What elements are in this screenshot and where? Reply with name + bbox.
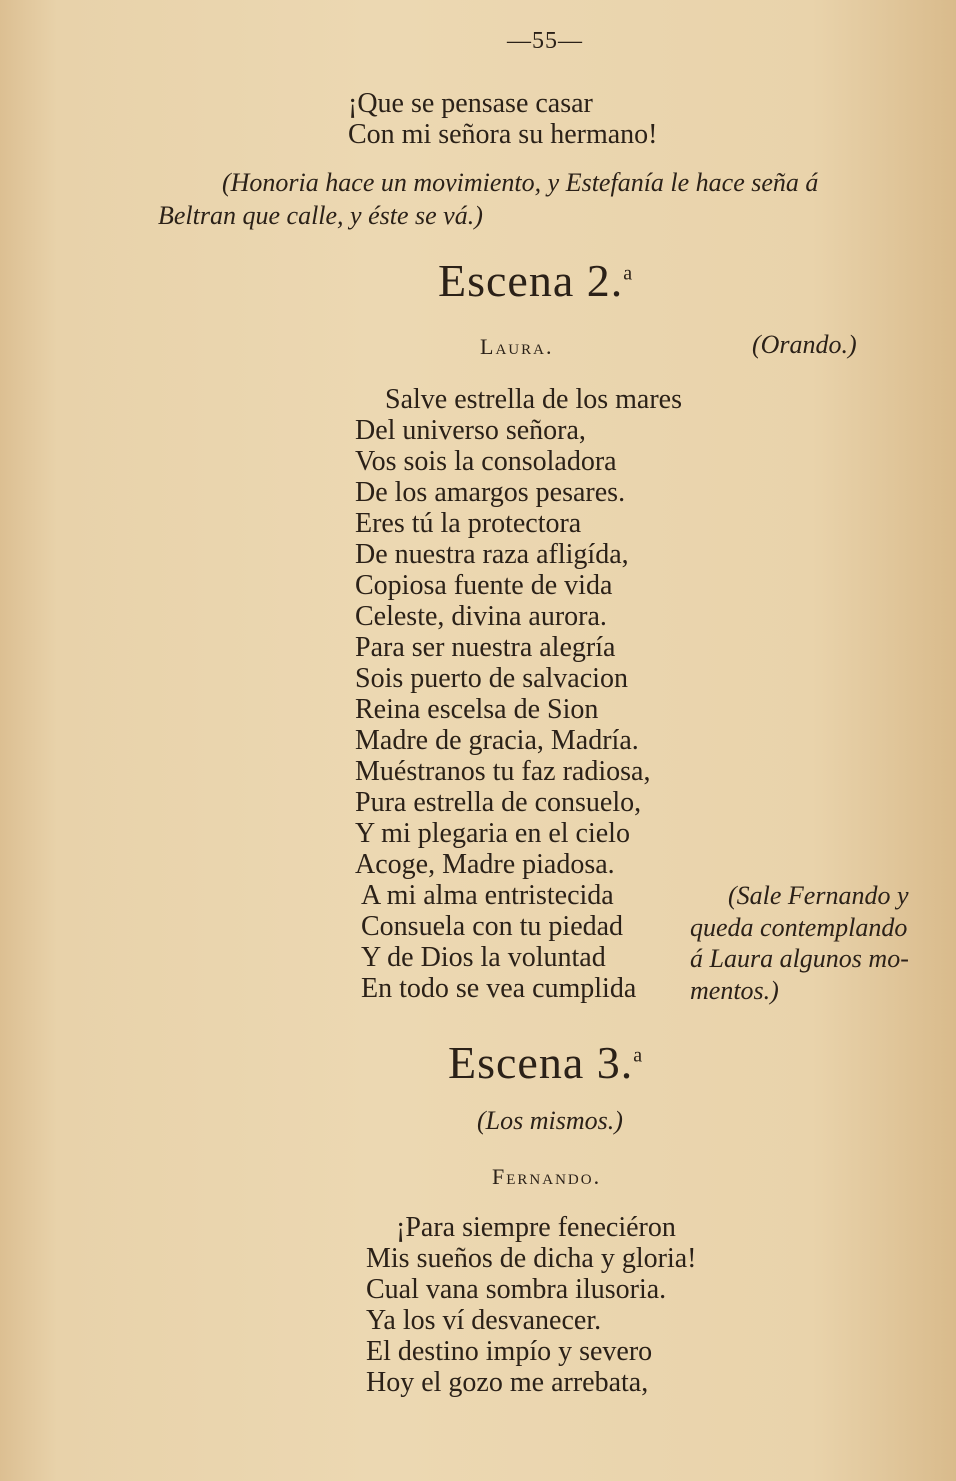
verse-line: Eres tú la protectora (355, 508, 582, 539)
verse-line: El destino impío y severo (366, 1336, 653, 1367)
verse-line: Muéstranos tu faz radiosa, (355, 756, 651, 787)
verse-line: Mis sueños de dicha y gloria! (366, 1243, 697, 1274)
verse-line: Para ser nuestra alegría (355, 632, 616, 663)
scene-3-verses (366, 1212, 697, 1398)
scene-3-title (448, 1036, 643, 1089)
verse-line: Sois puerto de salvacion (355, 663, 628, 694)
verse-line: Y mi plegaria en el cielo (355, 818, 630, 849)
page-number: —55— (507, 28, 583, 54)
stage-direction-line: Beltran que calle, y éste se vá.) (158, 201, 483, 230)
verse-line: Y de Dios la voluntad (361, 942, 606, 973)
verse-line: Celeste, divina aurora. (355, 601, 607, 632)
scene-3-note: (Los mismos.) (477, 1106, 623, 1135)
stage-direction-line: (Honoria hace un movimiento, y Estefanía le hace seña á (222, 168, 819, 197)
verse-line: Pura estrella de consuelo, (355, 787, 642, 818)
opening-verse (348, 88, 658, 150)
scene-title-text: Escena 3. (448, 1037, 634, 1088)
speaker-name: Fernando. (492, 1164, 602, 1189)
verse-line: Salve estrella de los mares (385, 384, 683, 415)
verse-line: Madre de gracia, Madría. (355, 725, 639, 756)
verse-line: Ya los ví desvanecer. (366, 1305, 602, 1336)
side-stage-direction (690, 880, 909, 1006)
scene-2-verses (355, 384, 682, 1004)
verse-line: Copiosa fuente de vida (355, 570, 613, 601)
verse-line: ¡Para siempre feneciéron (396, 1212, 676, 1243)
side-note-line: queda contemplando (690, 912, 908, 942)
scene-ordinal: a (633, 1044, 644, 1067)
verse-line: Vos sois la consoladora (355, 446, 617, 477)
scene-title-text: Escena 2. (438, 255, 624, 306)
verse-line: De los amargos pesares. (355, 477, 626, 508)
side-note-line: mentos.) (690, 975, 779, 1005)
verse-line: En todo se vea cumplida (361, 973, 637, 1004)
verse-line: Reina escelsa de Sion (355, 694, 599, 725)
verse-line: Hoy el gozo me arrebata, (366, 1367, 649, 1398)
verse-line: Cual vana sombra ilusoria. (366, 1274, 667, 1305)
speaker-name: Laura. (480, 334, 554, 359)
verse-line: Acoge, Madre piadosa. (355, 849, 615, 880)
verse-line: ¡Que se pensase casar (348, 88, 593, 119)
scene-ordinal: a (623, 262, 634, 285)
verse-line: A mi alma entristecida (361, 880, 614, 911)
scene-2-title (438, 254, 633, 307)
verse-line: Del universo señora, (355, 415, 586, 446)
side-note-line: (Sale Fernando y (728, 881, 909, 910)
verse-line: Con mi señora su hermano! (348, 119, 658, 150)
speaker-stage-note: (Orando.) (752, 330, 857, 359)
side-note-line: á Laura algunos mo- (690, 944, 909, 973)
verse-line: De nuestra raza afligída, (355, 539, 629, 570)
verse-line: Consuela con tu piedad (361, 911, 624, 942)
